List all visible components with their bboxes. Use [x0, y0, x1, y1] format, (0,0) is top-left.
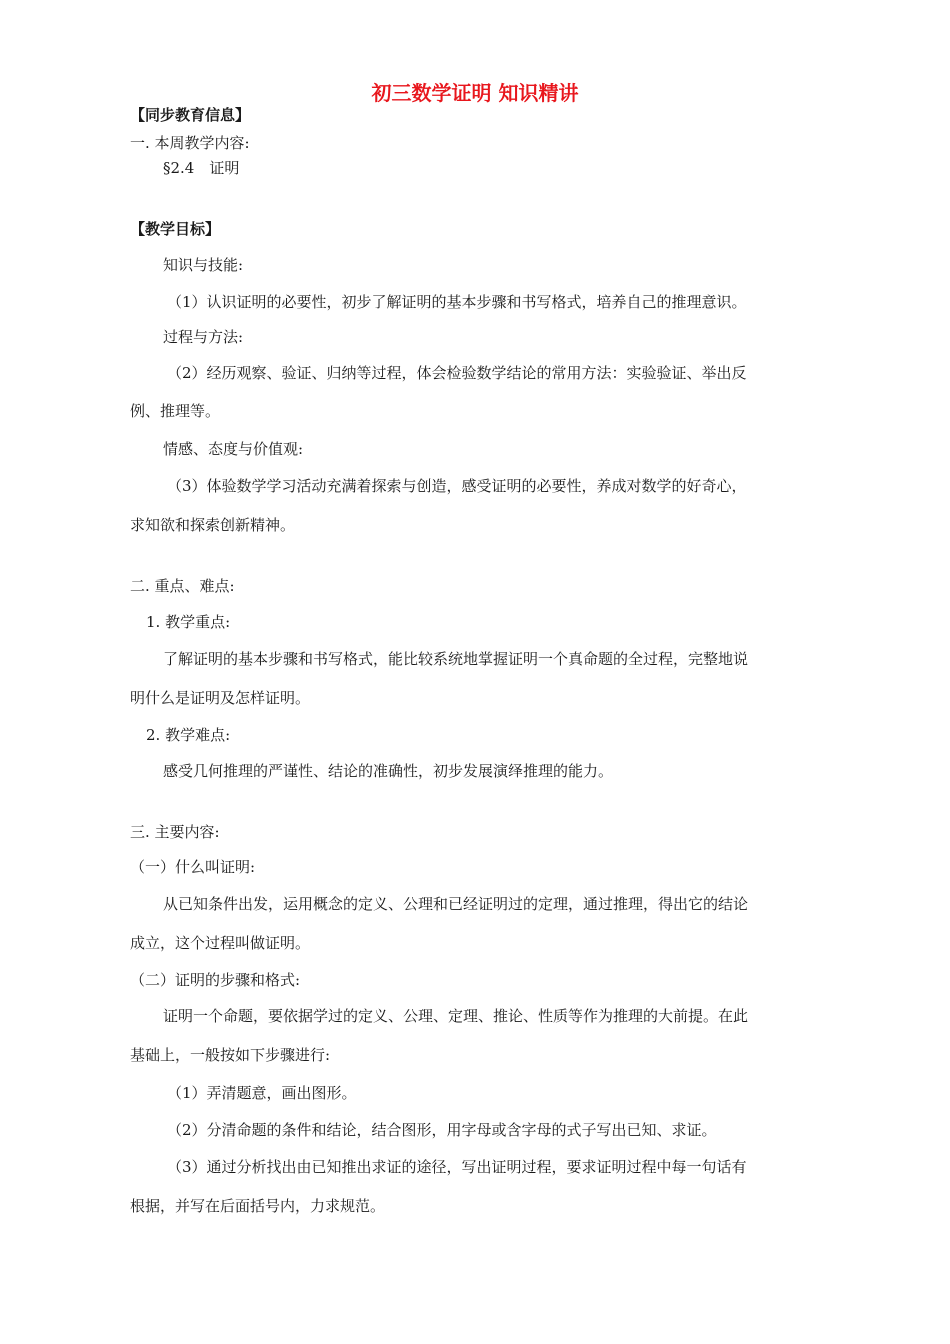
- key-points-label: 1. 教学重点:: [146, 613, 231, 631]
- subsection1-text-line2: 成立，这个过程叫做证明。: [130, 934, 311, 952]
- process-item-line2: 例、推理等。: [130, 402, 221, 420]
- step1: （1）弄清题意，画出图形。: [167, 1084, 357, 1102]
- page-title: 初三数学证明 知识精讲: [371, 81, 579, 105]
- emotion-label: 情感、态度与价值观:: [163, 440, 304, 458]
- step3-line2: 根据，并写在后面括号内，力求规范。: [130, 1197, 386, 1215]
- knowledge-item: （1）认识证明的必要性，初步了解证明的基本步骤和书写格式，培养自己的推理意识。: [167, 293, 747, 311]
- subsection1-label: （一）什么叫证明:: [130, 858, 256, 876]
- process-label: 过程与方法:: [163, 328, 244, 346]
- subsection1-text-line1: 从已知条件出发，运用概念的定义、公理和已经证明过的定理，通过推理，得出它的结论: [163, 895, 749, 913]
- objectives-heading: 【教学目标】: [130, 220, 221, 238]
- section2-heading: 二. 重点、难点:: [130, 577, 235, 595]
- section1-heading: 一. 本周教学内容:: [130, 134, 250, 152]
- sync-header: 【同步教育信息】: [130, 106, 251, 124]
- knowledge-label: 知识与技能:: [163, 256, 244, 274]
- difficult-points-text: 感受几何推理的严谨性、结论的准确性，初步发展演绎推理的能力。: [163, 762, 614, 780]
- key-points-text-line2: 明什么是证明及怎样证明。: [130, 689, 311, 707]
- key-points-text-line1: 了解证明的基本步骤和书写格式，能比较系统地掌握证明一个真命题的全过程，完整地说: [163, 650, 749, 668]
- emotion-item-line1: （3）体验数学学习活动充满着探索与创造，感受证明的必要性，养成对数学的好奇心，: [167, 477, 747, 495]
- section3-heading: 三. 主要内容:: [130, 823, 220, 841]
- difficult-points-label: 2. 教学难点:: [146, 726, 231, 744]
- step3-line1: （3）通过分析找出由已知推出求证的途径，写出证明过程，要求证明过程中每一句话有: [167, 1158, 747, 1176]
- process-item-line1: （2）经历观察、验证、归纳等过程，体会检验数学结论的常用方法：实验验证、举出反: [167, 364, 747, 382]
- emotion-item-line2: 求知欲和探索创新精神。: [130, 516, 296, 534]
- section1-item: §2.4 证明: [163, 159, 240, 177]
- subsection2-label: （二）证明的步骤和格式:: [130, 971, 301, 989]
- subsection2-text-line2: 基础上，一般按如下步骤进行:: [130, 1046, 331, 1064]
- step2: （2）分清命题的条件和结论，结合图形，用字母或含字母的式子写出已知、求证。: [167, 1121, 717, 1139]
- subsection2-text-line1: 证明一个命题，要依据学过的定义、公理、定理、推论、性质等作为推理的大前提。在此: [163, 1007, 749, 1025]
